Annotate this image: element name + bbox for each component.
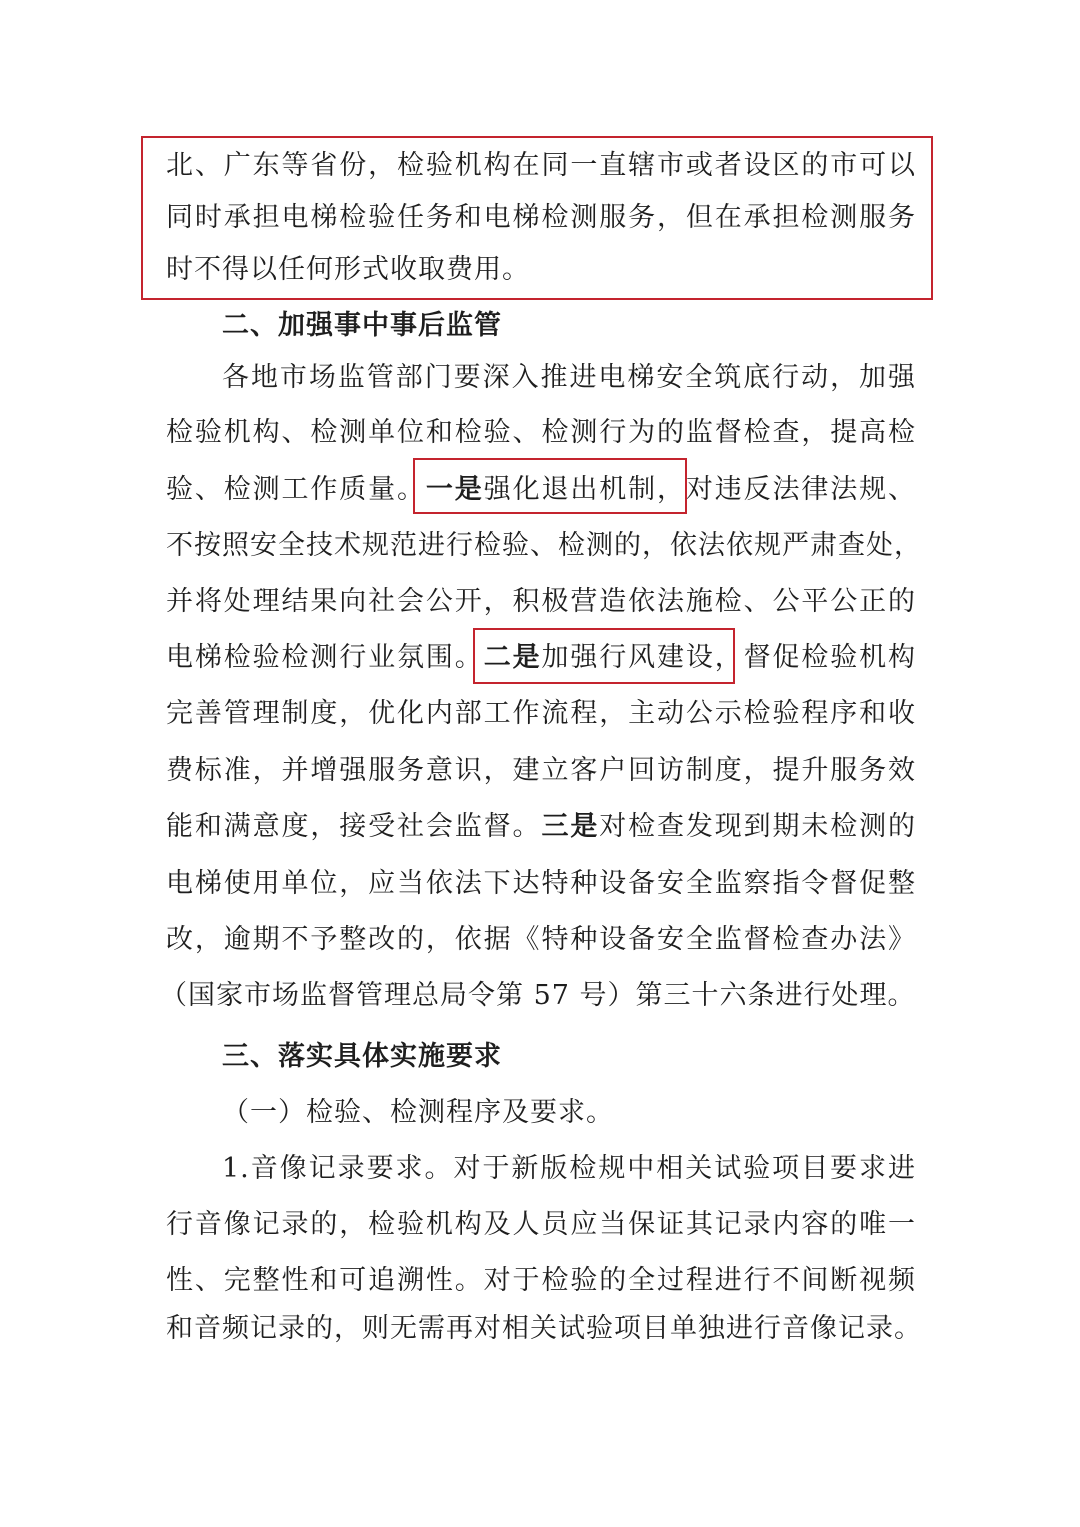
text-line: 各地市场监管部门要深入推进电梯安全筑底行动，加强 [222,362,916,393]
bold-marker: 三是 [541,811,600,842]
text-line: 费标准，并增强服务意识，建立客户回访制度，提升服务效 [166,755,916,786]
text-line: 和音频记录的，则无需再对相关试验项目单独进行音像记录。 [166,1313,922,1344]
text-line: （国家市场监督管理总局令第 57 号）第三十六条进行处理。 [160,980,916,1011]
text-line: 行音像记录的，检验机构及人员应当保证其记录内容的唯一 [166,1209,916,1240]
text-line: 1.音像记录要求。对于新版检规中相关试验项目要求进 [222,1153,916,1184]
text-segment: 督促检验机构 [743,642,917,673]
subsection-heading: （一）检验、检测程序及要求。 [222,1097,614,1128]
text-line: 完善管理制度，优化内部工作流程，主动公示检验程序和收 [166,698,916,729]
text-segment: 对违反法律法规、 [685,474,917,505]
text-line: 电梯使用单位，应当依法下达特种设备安全监察指令督促整 [166,868,916,899]
text-line: 并将处理结果向社会公开，积极营造依法施检、公平公正的 [166,586,916,617]
section-heading: 三、落实具体实施要求 [222,1041,502,1072]
bold-marker: 一是 [425,474,484,505]
bold-marker: 二是 [483,642,542,673]
text-line [166,807,916,847]
text-line: 改，逾期不予整改的，依据《特种设备安全监督检查办法》 [166,924,916,955]
text-line: 时不得以任何形式收取费用。 [166,254,530,285]
section-heading: 二、加强事中事后监管 [222,310,502,341]
text-line: 不按照安全技术规范进行检验、检测的，依法依规严肃查处， [166,530,922,561]
text-segment: 能和满意度，接受社会监督。 [166,811,542,842]
text-line: 性、完整性和可追溯性。对于检验的全过程进行不间断视频 [166,1265,916,1296]
text-line [166,470,916,510]
text-line [166,638,916,678]
text-segment: 对检查发现到期未检测的 [599,811,917,842]
text-line: 北、广东等省份，检验机构在同一直辖市或者设区的市可以 [166,150,916,181]
text-segment: 电梯检验检测行业氛围。 [166,642,484,673]
text-line: 同时承担电梯检验任务和电梯检测服务，但在承担检测服务 [166,202,916,233]
boxed-phrase: 加强行风建设， [541,642,744,673]
text-line: 检验机构、检测单位和检验、检测行为的监督检查，提高检 [166,417,916,448]
text-segment: 验、检测工作质量。 [166,474,426,505]
boxed-phrase: 强化退出机制， [483,474,686,505]
